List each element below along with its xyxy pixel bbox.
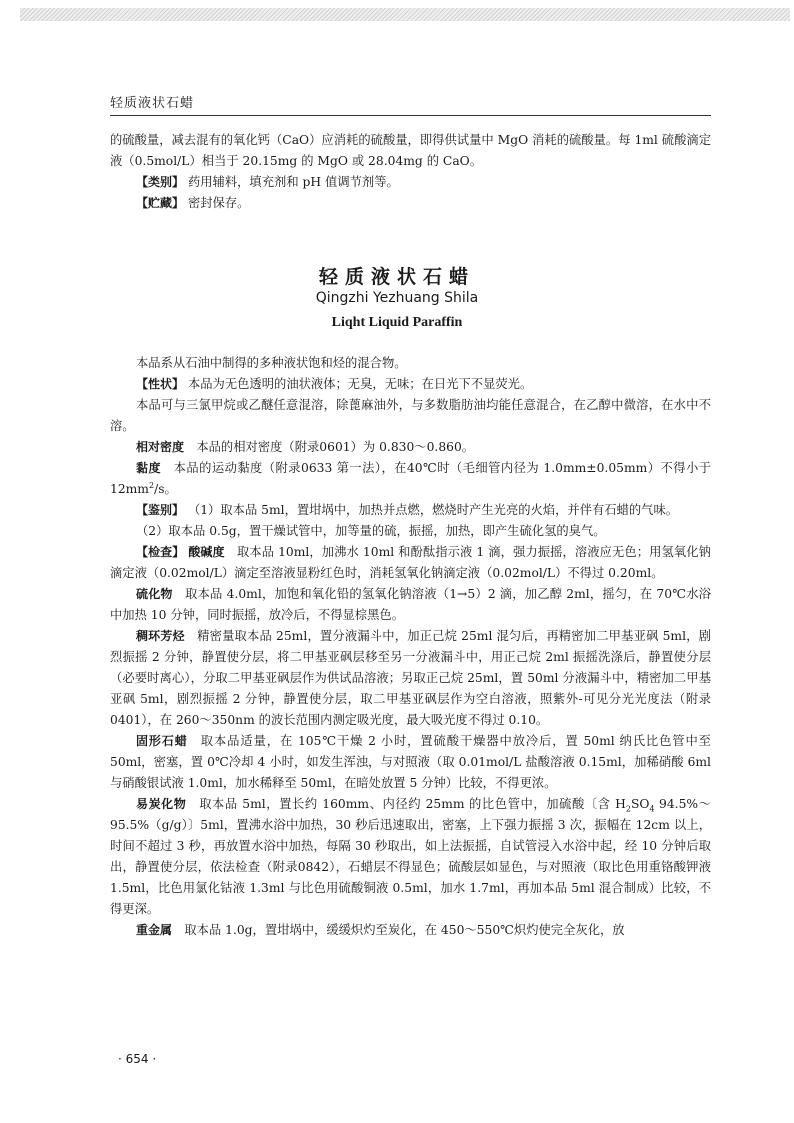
- category-line: [110, 172, 711, 193]
- pah-text: 精密量取本品 25ml，置分液漏斗中，加正己烷 25ml 混匀后，再精密加二甲基亚砜 5ml，剧烈振摇 2 分钟，静置使分层，将二甲基亚砜层移至另一分液漏斗中，用正己烷 2ml 振摇洗涤后，静置使分层（必要时离心），分取二甲基亚砜层作为供试品溶液；另取正己烷 25ml，置 50ml 分液漏斗中，精密加二甲基亚砜 5ml，剧烈振摇 2 分钟，静置使分层，取二甲基亚砜层作为空白溶液，照紫外-可见分光光度法（附录0401），在 260～350nm 的波长范围内测定吸光度，最大吸光度不得过 0.10。: [110, 629, 711, 727]
- solubility-paragraph: 本品可与三氯甲烷或乙醚任意混溶，除蓖麻油外，与多数脂肪油均能任意混合，在乙醇中微溶，在水中不溶。: [110, 398, 711, 433]
- monograph-title-chinese: 轻质液状石蜡: [318, 266, 475, 288]
- monograph-title-english: Liqht Liquid Paraffin: [331, 315, 463, 330]
- category-text: 药用辅料，填充剂和 pH 值调节剂等。: [187, 175, 399, 189]
- acidity-text: 取本品 10ml，加沸水 10ml 和酚酞指示液 1 滴，强力振摇，溶液应无色；用氢氧化钠滴定液（0.02mol/L）滴定至溶液显粉红色时，消耗氢氧化钠滴定液（0.02mol/L）不得过 0.20ml。: [110, 545, 711, 580]
- heavy-metals-text: 取本品 1.0g，置坩埚中，缓缓炽灼至炭化，在 450～550℃炽灼使完全灰化，放: [184, 923, 625, 937]
- solid-paraffin-paragraph: [110, 731, 711, 794]
- carbonizable-sub-2: 4: [649, 804, 655, 814]
- identification-paragraph-1: [110, 500, 711, 521]
- carbonizable-paragraph: [110, 794, 711, 920]
- carbonizable-text-a: 取本品 5ml，置长约 160mm、内径约 25mm 的比色管中，加硫酸〔含 H: [199, 797, 626, 811]
- density-paragraph: [110, 437, 711, 458]
- solid-paraffin-label: 固形石蜡: [136, 734, 188, 748]
- running-header: 轻质液状石蜡: [110, 96, 195, 111]
- carbonizable-sub-1: 2: [625, 804, 631, 814]
- previous-monograph-end: [110, 130, 711, 214]
- acidity-paragraph: [110, 542, 711, 584]
- sulfide-text: 取本品 4.0ml，加饱和氧化铅的氢氧化钠溶液（1→5）2 滴，加乙醇 2ml，摇匀，在 70℃水浴中加热 10 分钟，同时振摇，放冷后，不得显棕黑色。: [110, 587, 711, 622]
- storage-text: 密封保存。: [187, 196, 250, 210]
- properties-paragraph: [110, 374, 711, 395]
- identification-label: 【鉴别】: [136, 503, 185, 517]
- acidity-label: 酸碱度: [188, 545, 225, 559]
- viscosity-superscript: 2: [148, 480, 155, 490]
- intro-paragraph: 本品系从石油中制得的多种液状饱和烃的混合物。: [136, 356, 407, 370]
- sulfide-paragraph: [110, 584, 711, 626]
- pah-label: 稠环芳烃: [136, 629, 185, 643]
- viscosity-text-b: /s。: [154, 482, 177, 496]
- heavy-metals-paragraph: [110, 920, 711, 941]
- viscosity-text-a: 本品的运动黏度（附录0633 第一法），在40℃时（毛细管内径为 1.0mm±0.05mm）不得小于 12mm: [110, 461, 711, 496]
- carbonizable-label: 易炭化物: [136, 797, 187, 811]
- scan-edge-stripe: [20, 8, 790, 21]
- solid-paraffin-text: 取本品适量，在 105℃干燥 2 小时，置硫酸干燥器中放冷后，置 50ml 纳氏比色管中至 50ml，密塞，置 0℃冷却 4 小时，如发生浑浊，与对照液（取 0.01mol/L 盐酸溶液 0.15ml，加稀硝酸 6ml 与硝酸银试液 1.0ml，加水稀释至 50ml，在暗处放置 5 分钟）比较，不得更浓。: [110, 734, 711, 790]
- pah-paragraph: [110, 626, 711, 731]
- properties-text: 本品为无色透明的油状液体；无臭，无味；在日光下不显荧光。: [187, 377, 533, 391]
- header-rule: [110, 115, 711, 116]
- storage-label: 【贮藏】: [136, 196, 185, 210]
- heavy-metals-label: 重金属: [136, 923, 173, 937]
- sulfide-label: 硫化物: [136, 587, 173, 601]
- storage-line: [110, 193, 711, 214]
- identification-text-1: （1）取本品 5ml，置坩埚中，加热并点燃，燃烧时产生光亮的火焰，并伴有石蜡的气味。: [187, 503, 679, 517]
- carbonizable-text-c: 94.5%～95.5%（g/g）〕5ml，置沸水浴中加热，30 秒后迅速取出，密塞，上下强力振摇 3 次，振幅在 12cm 以上，时间不超过 3 秒，再放置水浴中加热，每隔 30 秒取出，如上法振摇，自试管浸入水浴中起，经 10 分钟后取出，静置使分层，依法检查（附录0842），石蜡层不得显色；硫酸层如显色，与对照液（取比色用重铬酸钾液 1.5ml，比色用氯化钴液 1.3ml 与比色用硫酸铜液 0.5ml，加水 1.7ml，再加本品 5ml 混合制成）比较，不得更深。: [110, 797, 711, 916]
- density-text: 本品的相对密度（附录0601）为 0.830～0.860。: [196, 440, 475, 454]
- monograph-title-pinyin: Qingzhi Yezhuang Shila: [315, 290, 479, 306]
- tests-label: 【检查】: [136, 545, 185, 559]
- viscosity-paragraph: [110, 458, 711, 500]
- continuation-paragraph: 的硫酸量，减去混有的氧化钙（CaO）应消耗的硫酸量，即得供试量中 MgO 消耗的硫酸量。每 1ml 硫酸滴定液（0.5mol/L）相当于 20.15mg 的 MgO 或 28.04mg 的 CaO。: [110, 133, 711, 168]
- density-label: 相对密度: [136, 440, 185, 454]
- carbonizable-text-b: SO: [630, 797, 650, 811]
- properties-label: 【性状】: [136, 377, 185, 391]
- viscosity-label: 黏度: [136, 461, 161, 475]
- identification-paragraph-2: （2）取本品 0.5g，置干燥试管中，加等量的硫，振摇，加热，即产生硫化氢的臭气。: [136, 524, 606, 538]
- monograph-body: [110, 353, 711, 941]
- category-label: 【类别】: [136, 175, 185, 189]
- page-number: · 654 ·: [118, 1052, 157, 1066]
